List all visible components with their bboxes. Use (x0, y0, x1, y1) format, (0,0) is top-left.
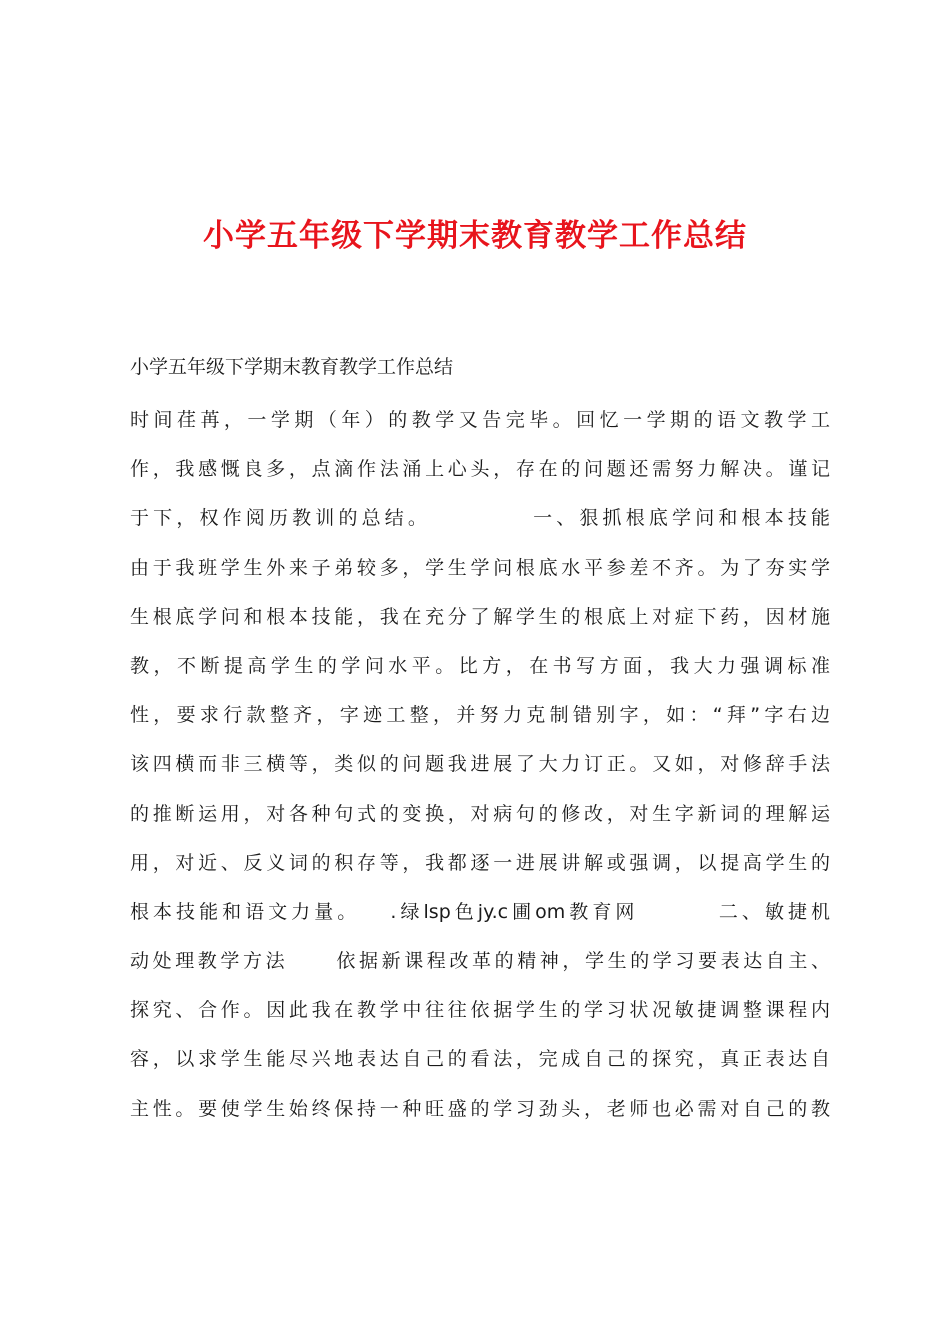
body-line: 根本技能和语文力量。 .绿lsp色jy.c圃om教育网 二、敏捷机 (130, 900, 830, 923)
body-line: 教，不断提高学生的学问水平。比方，在书写方面，我大力强调标准 (130, 654, 830, 677)
body-line: 该四横而非三横等，类似的问题我进展了大力订正。又如，对修辞手法 (130, 753, 830, 776)
body-line: 探究、合作。因此我在教学中往往依据学生的学习状况敏捷调整课程内 (130, 999, 830, 1022)
document-body (130, 396, 830, 1134)
body-line: 于下，权作阅历教训的总结。 一、狠抓根底学问和根本技能 (130, 507, 830, 530)
body-line: 作，我感慨良多，点滴作法涌上心头，存在的问题还需努力解决。谨记 (130, 458, 830, 481)
body-line: 动处理教学方法 依据新课程改革的精神，学生的学习要表达自主、 (130, 950, 830, 973)
body-line: 用，对近、反义词的积存等，我都逐一进展讲解或强调，以提高学生的 (130, 851, 830, 874)
body-line: 容，以求学生能尽兴地表达自己的看法，完成自己的探究，真正表达自 (130, 1048, 830, 1071)
page-title: 小学五年级下学期末教育教学工作总结 (203, 218, 747, 254)
document-subtitle: 小学五年级下学期末教育教学工作总结 (130, 356, 454, 378)
body-line: 由于我班学生外来子弟较多，学生学问根底水平参差不齐。为了夯实学 (130, 556, 830, 579)
body-line: 生根底学问和根本技能，我在充分了解学生的根底上对症下药，因材施 (130, 605, 830, 628)
body-line: 主性。要使学生始终保持一种旺盛的学习劲头，老师也必需对自己的教 (130, 1097, 830, 1120)
body-line: 时间荏苒，一学期（年）的教学又告完毕。回忆一学期的语文教学工 (130, 409, 830, 431)
body-line: 的推断运用，对各种句式的变换，对病句的修改，对生字新词的理解运 (130, 802, 830, 825)
body-line: 性，要求行款整齐，字迹工整，并努力克制错别字，如：“拜”字右边 (130, 704, 830, 727)
